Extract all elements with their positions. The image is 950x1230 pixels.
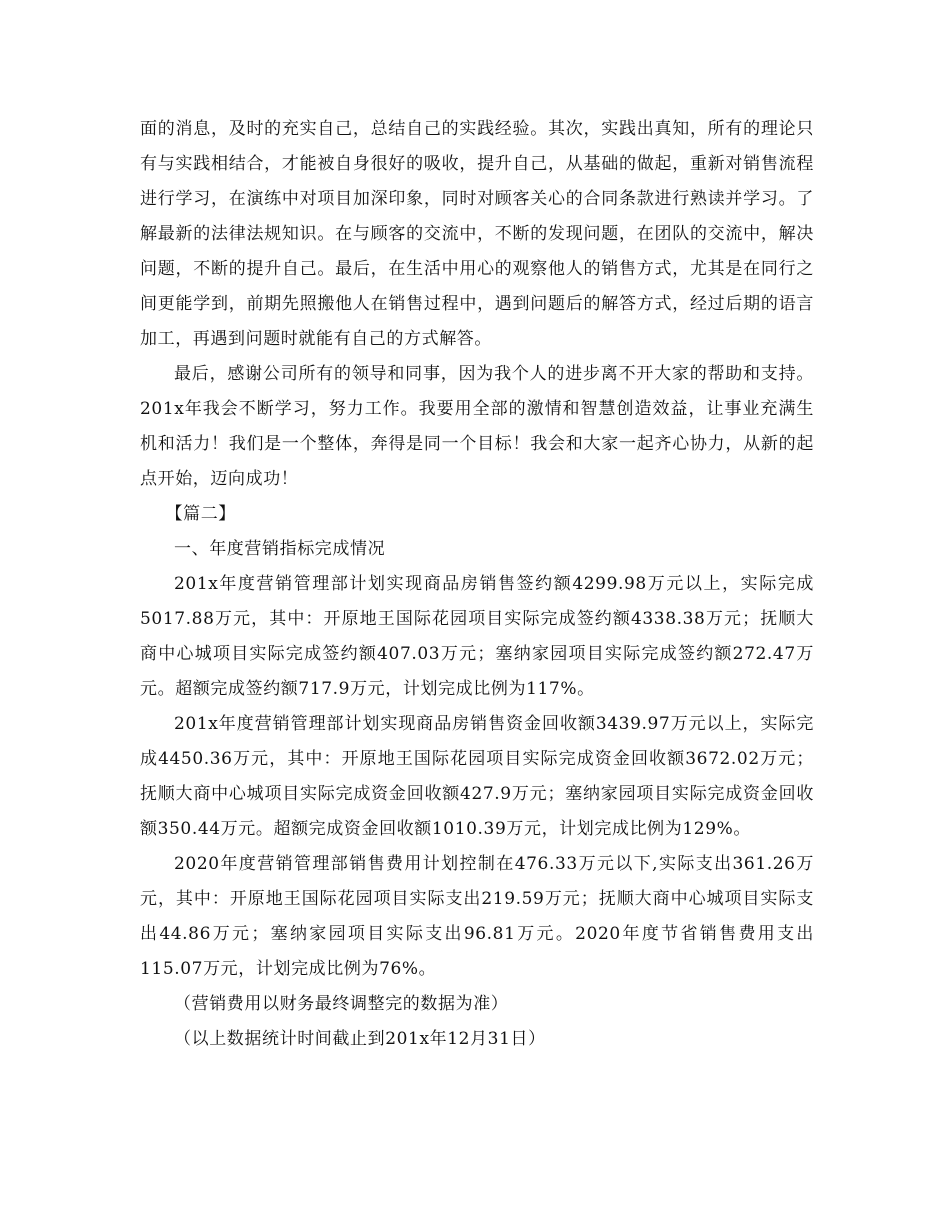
paragraph-signing-amount: 201x年度营销管理部计划实现商品房销售签约额4299.98万元以上，实际完成5017.88万元，其中：开原地王国际花园项目实际完成签约额4338.38万元；抚顺大商中心城项目实际完成签约额407.03万元；塞纳家园项目实际完成签约额272.47万元。超额完成签约额717.9万元，计划完成比例为117%。	[140, 574, 814, 699]
document-body	[140, 112, 814, 1057]
paragraph-continuation: 面的消息，及时的充实自己，总结自己的实践经验。其次，实践出真知，所有的理论只有与实践相结合，才能被自身很好的吸收，提升自己，从基础的做起，重新对销售流程进行学习，在演练中对项目加深印象，同时对顾客关心的合同条款进行熟读并学习。了解最新的法律法规知识。在与顾客的交流中，不断的发现问题，在团队的交流中，解决问题，不断的提升自己。最后，在生活中用心的观察他人的销售方式，尤其是在同行之间更能学到，前期先照搬他人在销售过程中，遇到问题后的解答方式，经过后期的语言加工，再遇到问题时就能有自己的方式解答。	[140, 119, 814, 349]
paragraph-fund-recovery: 201x年度营销管理部计划实现商品房销售资金回收额3439.97万元以上，实际完成4450.36万元，其中：开原地王国际花园项目实际完成资金回收额3672.02万元；抚顺大商中心城项目实际完成资金回收额427.9万元；塞纳家园项目实际完成资金回收额350.44万元。超额完成资金回收额1010.39万元，计划完成比例为129%。	[140, 714, 814, 839]
paragraph-closing-thanks: 最后，感谢公司所有的领导和同事，因为我个人的进步离不开大家的帮助和支持。201x年我会不断学习，努力工作。我要用全部的激情和智慧创造效益，让事业充满生机和活力！我们是一个整体，奔得是同一个目标！我会和大家一起齐心协力，从新的起点开始，迈向成功！	[140, 364, 814, 489]
subsection-title: 一、年度营销指标完成情况	[174, 539, 386, 559]
section-title: 【篇二】	[165, 504, 236, 524]
note-expense-basis: （营销费用以财务最终调整完的数据为准）	[174, 994, 509, 1014]
note-data-cutoff: （以上数据统计时间截止到201x年12月31日）	[174, 1029, 546, 1049]
paragraph-sales-expense: 2020年度营销管理部销售费用计划控制在476.33万元以下,实际支出361.26万元，其中：开原地王国际花园项目实际支出219.59万元；抚顺大商中心城项目实际支出44.86万元；塞纳家园项目实际支出96.81万元。2020年度节省销售费用支出115.07万元，计划完成比例为76%。	[140, 854, 814, 979]
